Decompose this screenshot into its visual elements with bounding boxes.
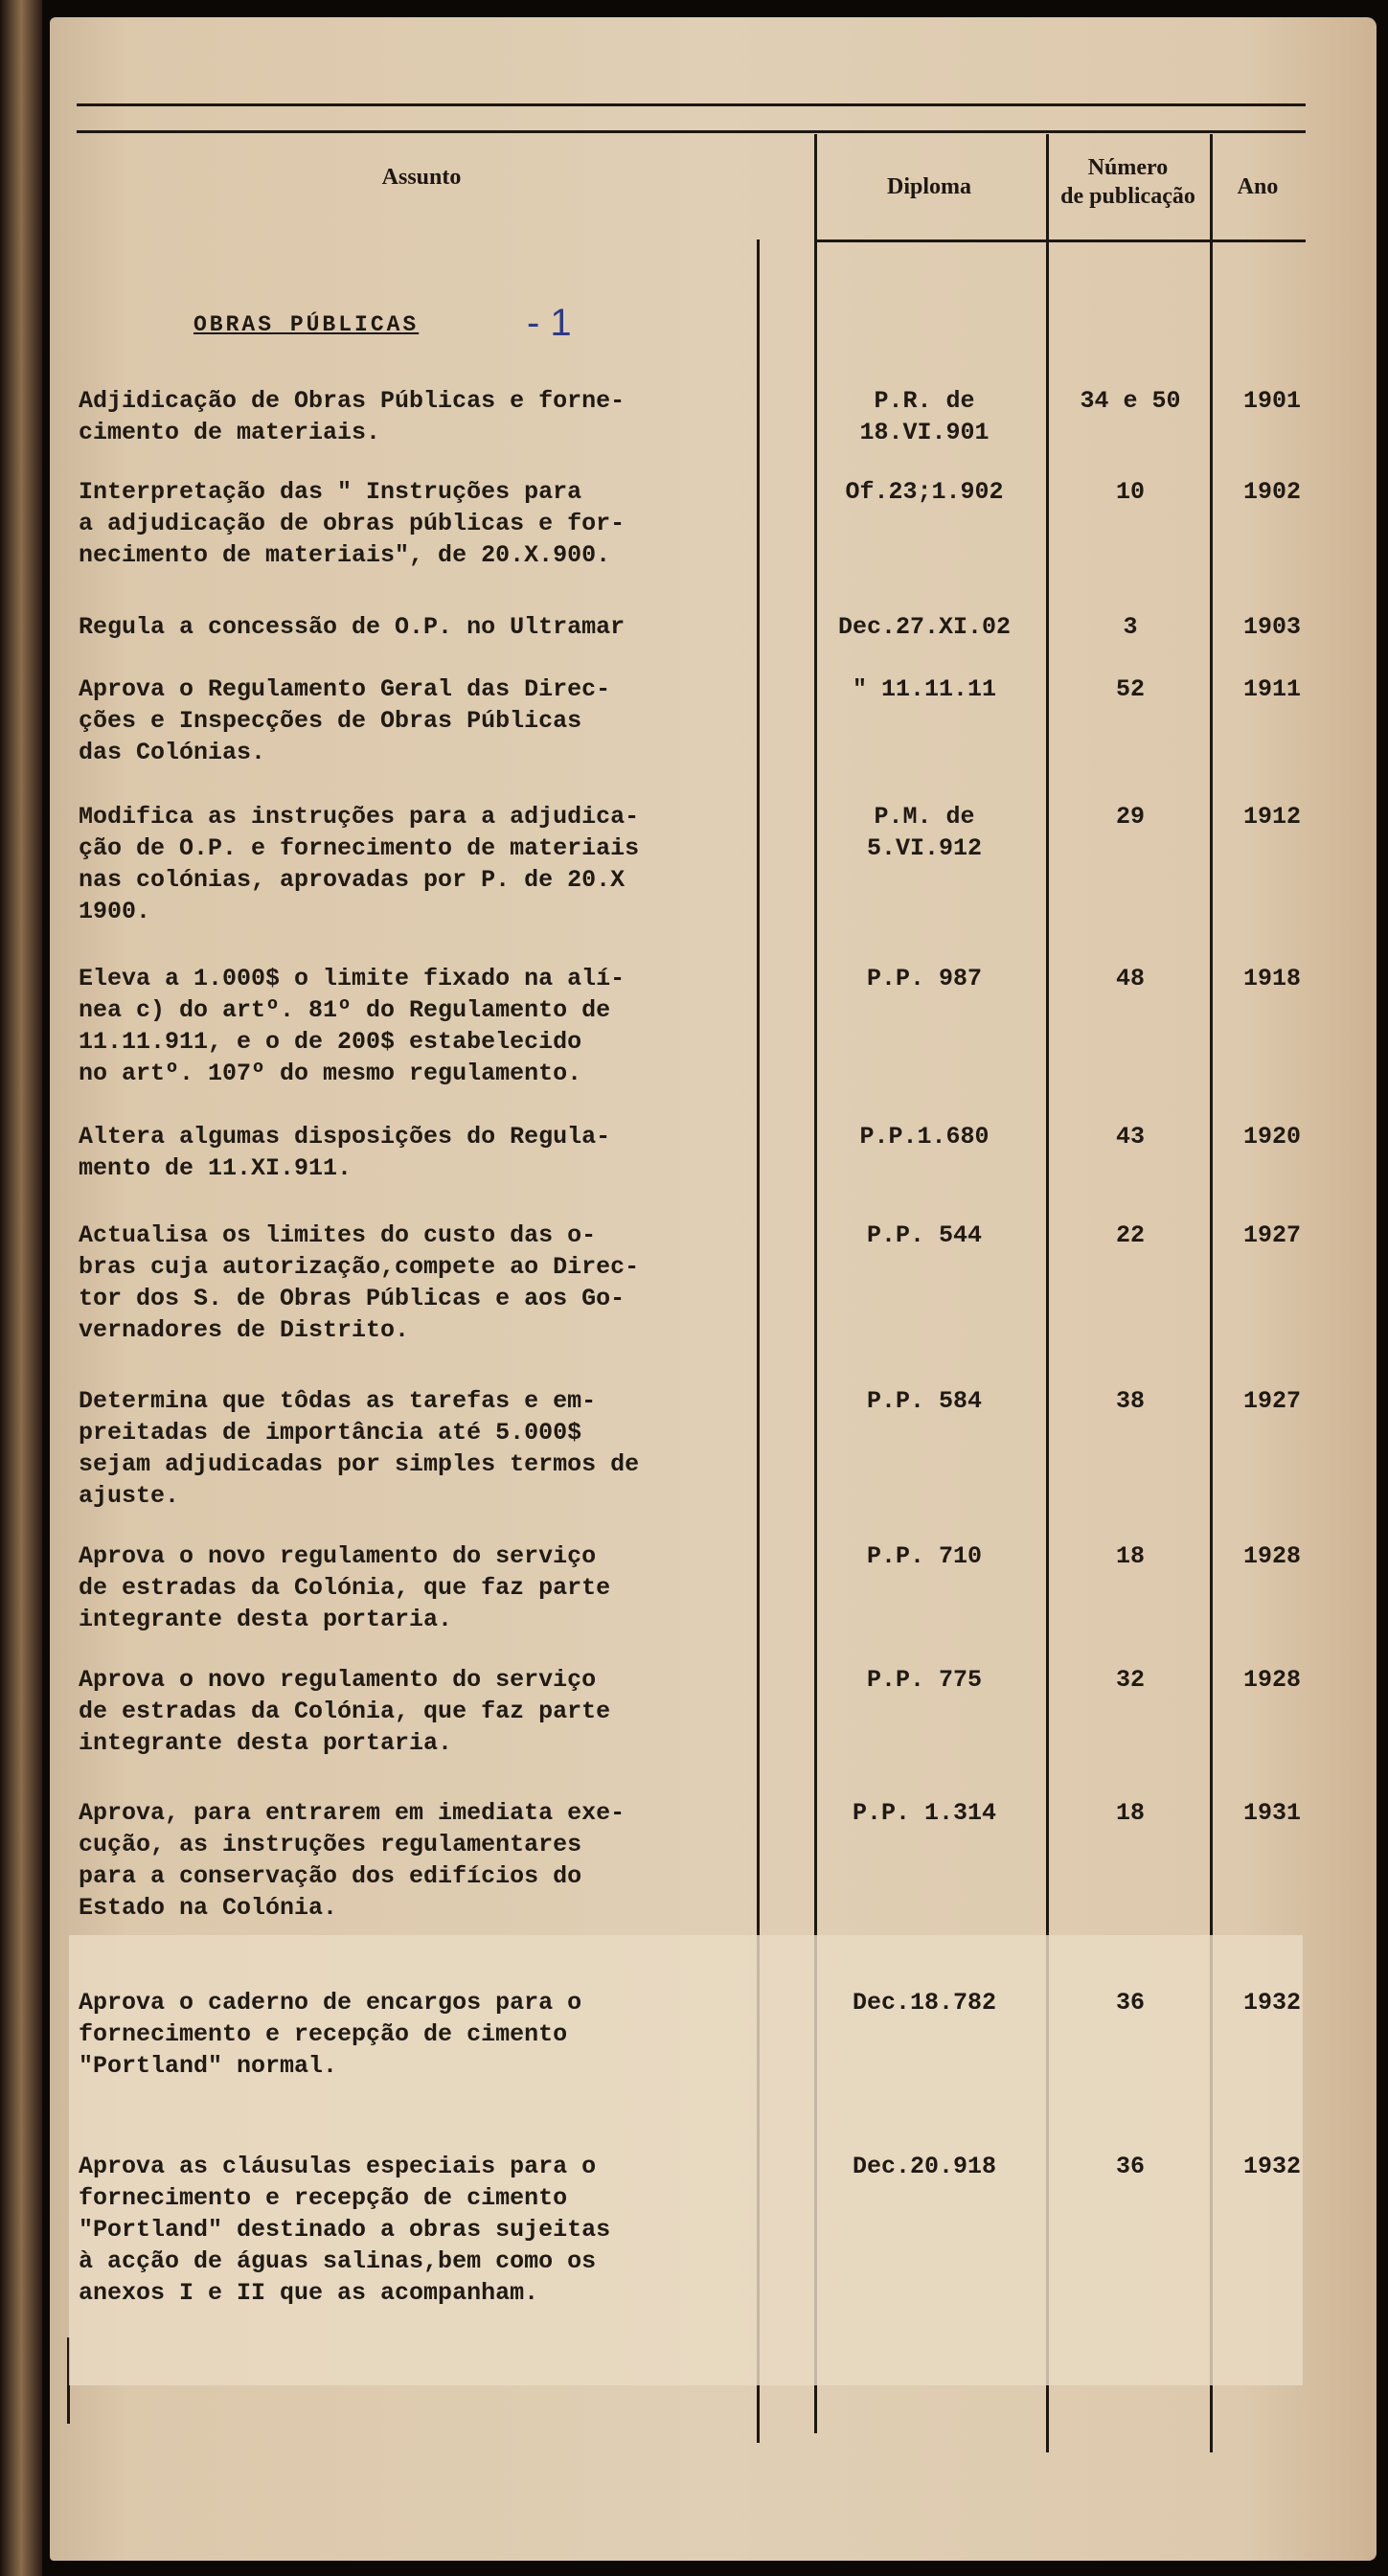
numero-cell: 36 <box>1115 2153 1145 2180</box>
numero-cell: 34 e 50 <box>1080 387 1181 415</box>
numero-cell: 43 <box>1115 1123 1145 1151</box>
numero-cell: 18 <box>1115 1542 1145 1570</box>
diploma-cell: " 11.11.11 <box>852 675 997 703</box>
assunto-cell: Aprova o novo regulamento do serviço de estradas da Colónia, que faz parte integrante desta portaria. <box>79 1542 611 1633</box>
diploma-cell: P.P. 710 <box>866 1542 983 1570</box>
numero-cell: 36 <box>1115 1989 1145 2017</box>
ano-cell: 1911 <box>1242 675 1301 703</box>
assunto-cell: Regula a concessão de O.P. no Ultramar <box>79 613 626 641</box>
ano-cell: 1931 <box>1242 1799 1301 1827</box>
numero-cell: 10 <box>1115 478 1145 506</box>
numero-cell: 32 <box>1115 1666 1145 1694</box>
diploma-cell: P.P. 775 <box>866 1666 983 1694</box>
assunto-cell: Aprova, para entrarem em imediata exe- cução, as instruções regulamentares para a conservação dos edifícios do Estado na Colónia. <box>79 1799 626 1922</box>
assunto-cell: Adjidicação de Obras Públicas e forne- cimento de materiais. <box>79 387 626 446</box>
numero-cell: 48 <box>1115 965 1145 992</box>
ano-cell: 1927 <box>1242 1387 1301 1415</box>
header-ano: Ano <box>1237 174 1279 199</box>
ano-cell: 1912 <box>1242 803 1301 831</box>
ano-cell: 1918 <box>1242 965 1301 992</box>
assunto-cell: Aprova o caderno de encargos para o fornecimento e recepção de cimento "Portland" normal. <box>79 1989 582 2080</box>
numero-cell: 22 <box>1115 1221 1145 1249</box>
diploma-cell: Of.23;1.902 <box>845 478 1004 506</box>
numero-cell: 3 <box>1123 613 1138 641</box>
top-rule <box>77 103 1306 106</box>
assunto-cell: Actualisa os limites do custo das o- bras cuja autorização,compete ao Direc- tor dos S. de Obras Públicas e aos Go- vernadores de Distrito. <box>79 1221 640 1344</box>
diploma-cell: P.P. 1.314 <box>852 1799 997 1827</box>
header-diploma: Diploma <box>886 174 971 199</box>
numero-cell: 38 <box>1115 1387 1145 1415</box>
diploma-cell: P.P.1.680 <box>859 1123 990 1151</box>
ano-cell: 1928 <box>1242 1666 1301 1694</box>
assunto-cell: Modifica as instruções para a adjudica- ção de O.P. e fornecimento de materiais nas colónias, aprovadas por P. de 20.X 1900. <box>79 803 640 925</box>
numero-cell: 29 <box>1115 803 1145 831</box>
diploma-cell: P.P. 544 <box>866 1221 983 1249</box>
ano-cell: 1932 <box>1242 1989 1301 2017</box>
assunto-cell: Aprova as cláusulas especiais para o fornecimento e recepção de cimento "Portland" destinado a obras sujeitas à acção de águas salinas,bem como os anexos I e II que as acompanham. <box>79 2153 611 2307</box>
ano-cell: 1903 <box>1242 613 1301 641</box>
ano-cell: 1927 <box>1242 1221 1301 1249</box>
assunto-cell: Eleva a 1.000$ o limite fixado na alí- nea c) do artº. 81º do Regulamento de 11.11.911, e o de 200$ estabelecido no artº. 107º do mesmo regulamento. <box>79 965 626 1087</box>
section-title: OBRAS PÚBLICAS <box>193 312 420 337</box>
diploma-cell: P.P. 987 <box>866 965 983 992</box>
ano-cell: 1932 <box>1242 2153 1301 2180</box>
ano-cell: 1920 <box>1242 1123 1301 1151</box>
header-numero: Número de publicação <box>1060 155 1195 209</box>
book-spine <box>0 0 42 2576</box>
diploma-cell: P.P. 584 <box>866 1387 983 1415</box>
diploma-cell: Dec.20.918 <box>852 2153 997 2180</box>
numero-cell: 18 <box>1115 1799 1145 1827</box>
diploma-cell: Dec.27.XI.02 <box>837 613 1012 641</box>
section-marker: - 1 <box>527 302 572 344</box>
diploma-cell: P.R. de 18.VI.901 <box>859 387 990 446</box>
header-rule <box>814 239 1306 242</box>
numero-cell: 52 <box>1115 675 1145 703</box>
assunto-cell: Aprova o Regulamento Geral das Direc- ções e Inspecções de Obras Públicas das Colónias. <box>79 675 611 766</box>
diploma-cell: Dec.18.782 <box>852 1989 997 2017</box>
diploma-cell: P.M. de 5.VI.912 <box>866 803 983 862</box>
assunto-cell: Aprova o novo regulamento do serviço de estradas da Colónia, que faz parte integrante desta portaria. <box>79 1666 611 1757</box>
ano-cell: 1902 <box>1242 478 1301 506</box>
assunto-cell: Determina que tôdas as tarefas e em- preitadas de importância até 5.000$ sejam adjudicadas por simples termos de ajuste. <box>79 1387 640 1510</box>
top-rule-2 <box>77 130 1306 133</box>
header-assunto: Assunto <box>381 165 462 190</box>
assunto-cell: Altera algumas disposições do Regula- mento de 11.XI.911. <box>79 1123 611 1182</box>
assunto-cell: Interpretação das " Instruções para a adjudicação de obras públicas e for- necimento de materiais", de 20.X.900. <box>79 478 626 569</box>
ano-cell: 1901 <box>1242 387 1301 415</box>
ano-cell: 1928 <box>1242 1542 1301 1570</box>
